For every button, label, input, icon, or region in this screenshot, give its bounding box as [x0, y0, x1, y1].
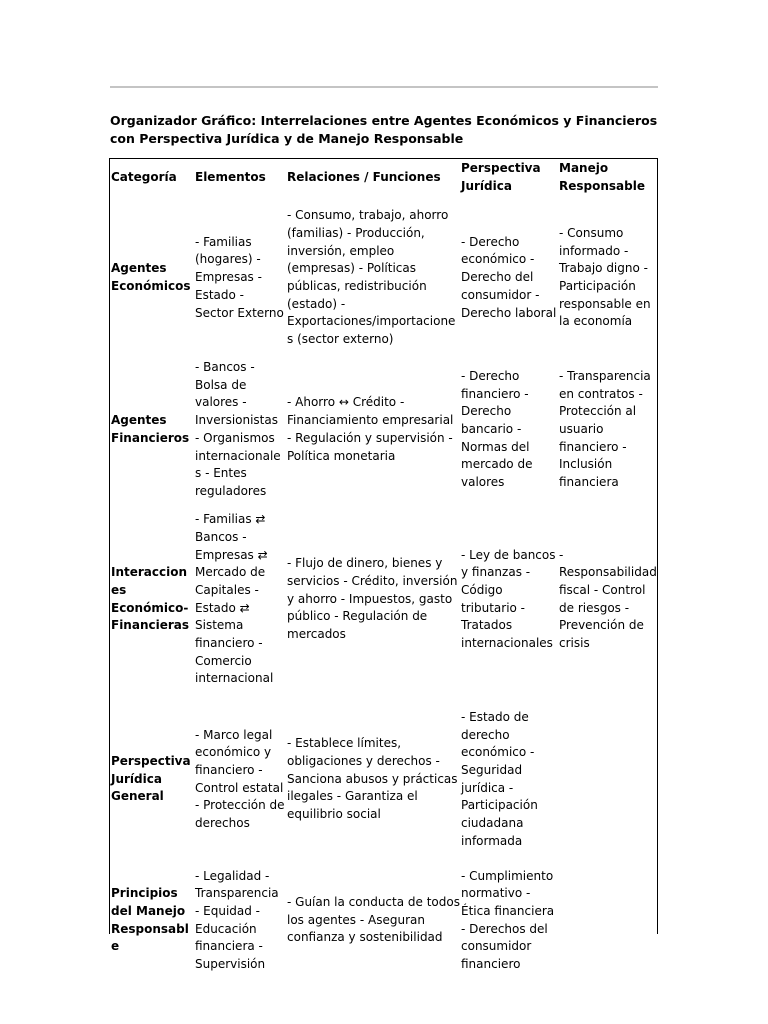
- table-row: [110, 197, 657, 359]
- cell-relations: - Guían la conducta de todos los agentes - Aseguran confianza y sostenibilidad: [287, 895, 460, 945]
- cell-responsible: [558, 699, 657, 861]
- header-perspectiva: Perspectiva Jurídica: [461, 161, 541, 193]
- cell-elements: - Familias (hogares) - Empresas - Estado - Sector Externo: [195, 234, 284, 320]
- cell-elements: - Marco legal económico y financiero - Control estatal - Protección de derechos: [195, 727, 285, 831]
- cell-responsible: - Consumo informado - Trabajo digno - Participación responsable en la economía: [559, 225, 651, 329]
- cell-category: Interacciones Económico-Financieras: [111, 565, 190, 633]
- cell-category: Principios del Manejo Responsable: [111, 886, 189, 954]
- cell-legal: - Cumplimiento normativo - Ética financiera - Derechos del consumidor financiero: [461, 868, 555, 972]
- cell-relations: - Establece límites, obligaciones y derechos - Sanciona abusos y prácticas ilegales - Garantiza el equilibrio social: [287, 736, 458, 822]
- table-header-row: [110, 159, 657, 197]
- header-relaciones: Relaciones / Funciones: [287, 170, 441, 185]
- cell-legal: - Derecho económico - Derecho del consumidor - Derecho laboral: [461, 234, 557, 320]
- cell-elements: - Bancos - Bolsa de valores - Inversionistas - Organismos internacionales - Entes reguladores: [195, 360, 281, 498]
- cell-category: Perspectiva Jurídica General: [111, 754, 191, 804]
- cell-elements: - Familias ⇄ Bancos - Empresas ⇄ Mercado de Capitales - Estado ⇄ Sistema financiero - Comercio internacional: [195, 512, 274, 686]
- header-manejo: Manejo Responsable: [559, 161, 645, 193]
- cell-legal: - Derecho financiero - Derecho bancario - Normas del mercado de valores: [461, 368, 533, 490]
- top-divider: [110, 86, 658, 88]
- organizer-table: [110, 159, 657, 981]
- cell-category: Agentes Económicos: [111, 261, 191, 293]
- cell-relations: - Flujo de dinero, bienes y servicios - Crédito, inversión y ahorro - Impuestos, gasto público - Regulación de mercados: [287, 556, 458, 642]
- cell-legal: - Estado de derecho económico - Seguridad jurídica - Participación ciudadana informada: [461, 709, 538, 848]
- table-row: [110, 359, 657, 501]
- cell-responsible: [558, 861, 657, 981]
- organizer-table-container: [109, 158, 658, 972]
- header-categoria: Categoría: [111, 170, 177, 185]
- table-row: [110, 501, 657, 699]
- document-title: Organizador Gráfico: Interrelaciones entre Agentes Económicos y Financieros con Perspectiva Jurídica y de Manejo Responsable: [110, 113, 658, 146]
- cell-responsible: - Transparencia en contratos - Protección al usuario financiero - Inclusión financiera: [559, 368, 651, 490]
- header-elementos: Elementos: [195, 170, 266, 185]
- cell-relations: - Ahorro ↔ Crédito - Financiamiento empresarial - Regulación y supervisión - Política monetaria: [287, 395, 454, 463]
- table-row: [110, 699, 657, 861]
- cell-category: Agentes Financieros: [111, 413, 190, 445]
- cell-elements: - Legalidad - Transparencia - Equidad - Educación financiera - Supervisión: [195, 868, 279, 972]
- cell-responsible: - Responsabilidad fiscal - Control de riesgos - Prevención de crisis: [559, 547, 657, 651]
- table-row: [110, 861, 657, 981]
- cell-relations: - Consumo, trabajo, ahorro (familias) - Producción, inversión, empleo (empresas) - Políticas públicas, redistribución (estado) - Exportaciones/importaciones (sector externo): [287, 208, 456, 347]
- cell-legal: - Ley de bancos y finanzas - Código tributario - Tratados internacionales: [461, 547, 556, 651]
